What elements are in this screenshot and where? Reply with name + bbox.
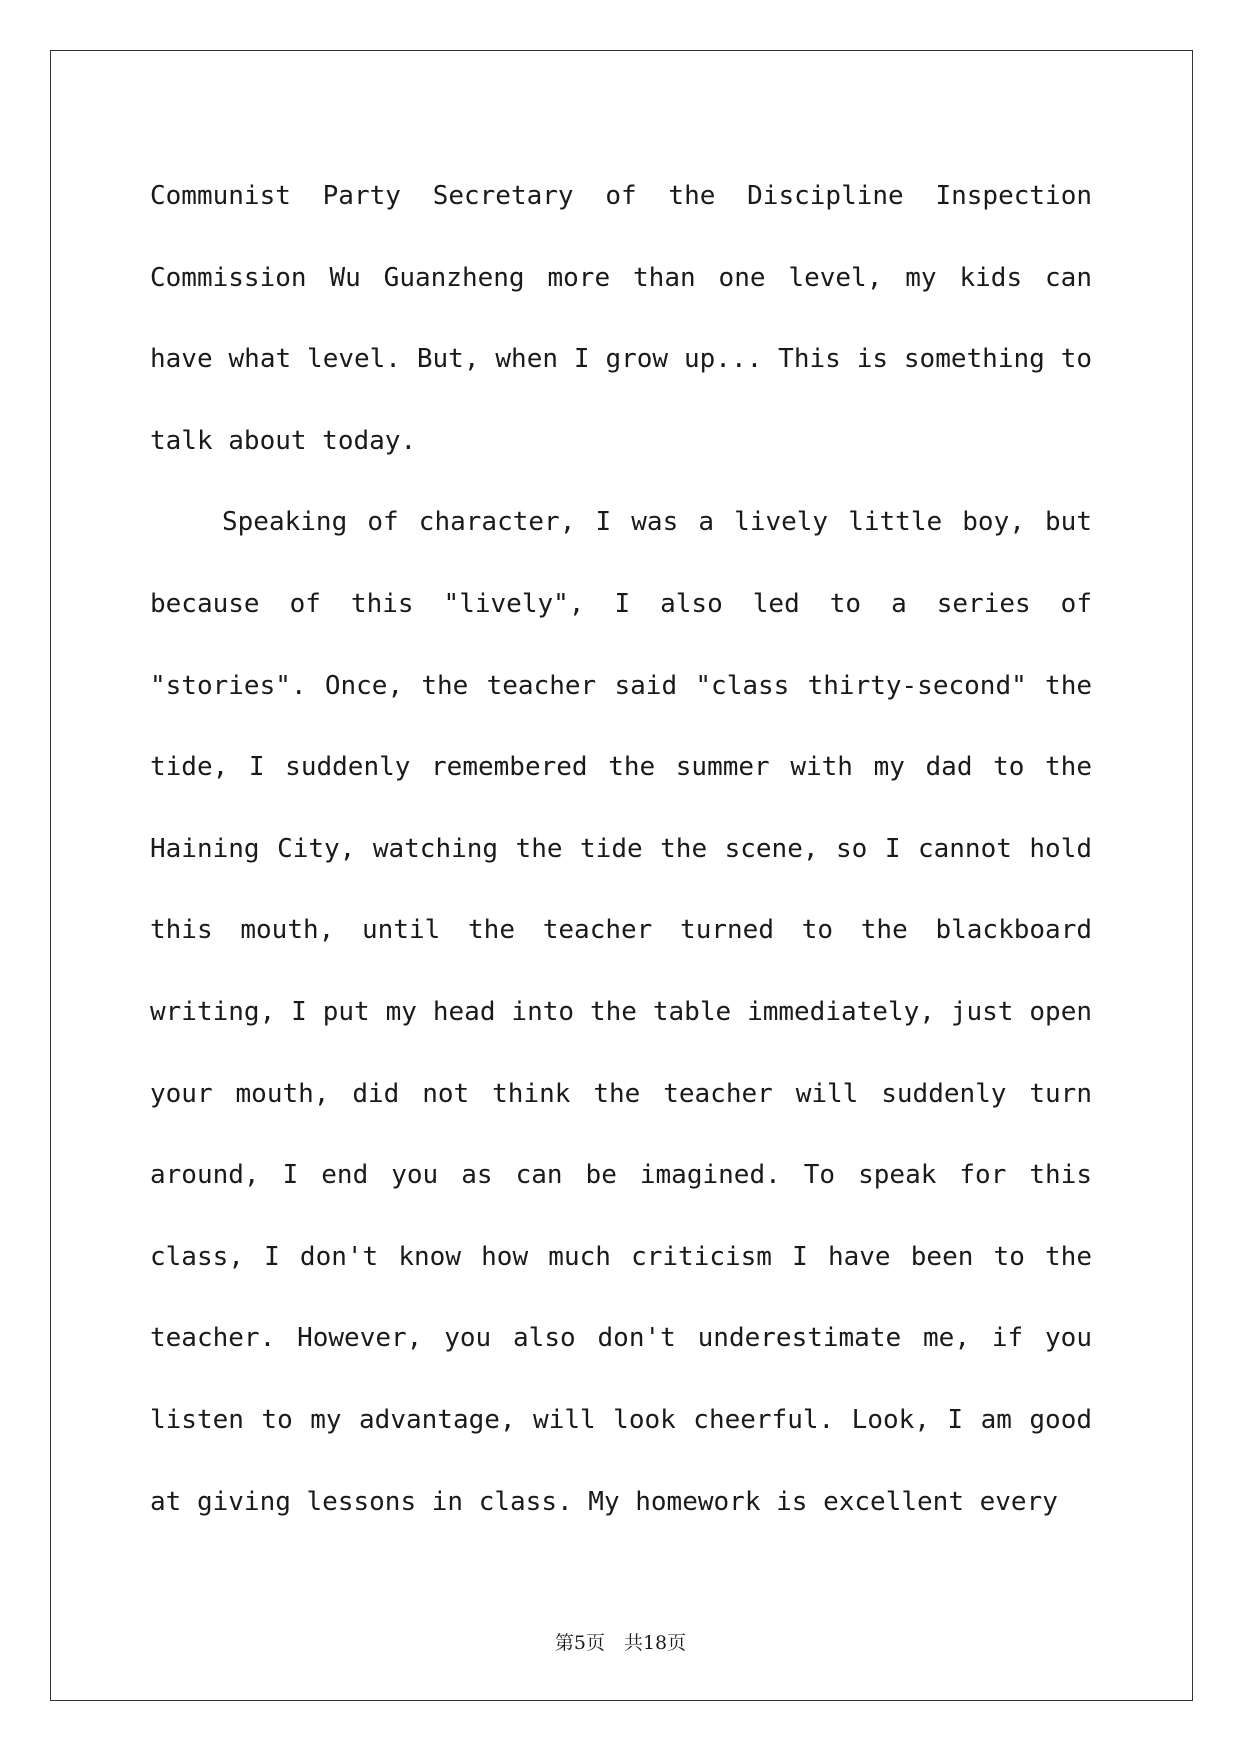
page-number-footer: 第5页 共18页 [554,1632,687,1654]
paragraph-1: Communist Party Secretary of the Discipline Inspection Commission Wu Guanzheng more than one level, my kids can have what level. But, when I grow up... This is something to talk about today. [150,181,1092,456]
paragraph-2: Speaking of character, I was a lively little boy, but because of this "lively", I also led to a series of "stories". Once, the teacher said "class thirty-second" the tide, I suddenly remembered the summer with my dad to the Haining City, watching the tide the scene, so I cannot hold this mouth, until the teacher turned to the blackboard writing, I put my head into the table immediately, just open your mouth, did not think the teacher will suddenly turn around, I end you as can be imagined. To speak for this class, I don't know how much criticism I have been to the teacher. However, you also don't underestimate me, if you listen to my advantage, will look cheerful. Look, I am good at giving lessons in class. My homework is excellent every [150,507,1092,1517]
document-body [150,156,1092,1543]
